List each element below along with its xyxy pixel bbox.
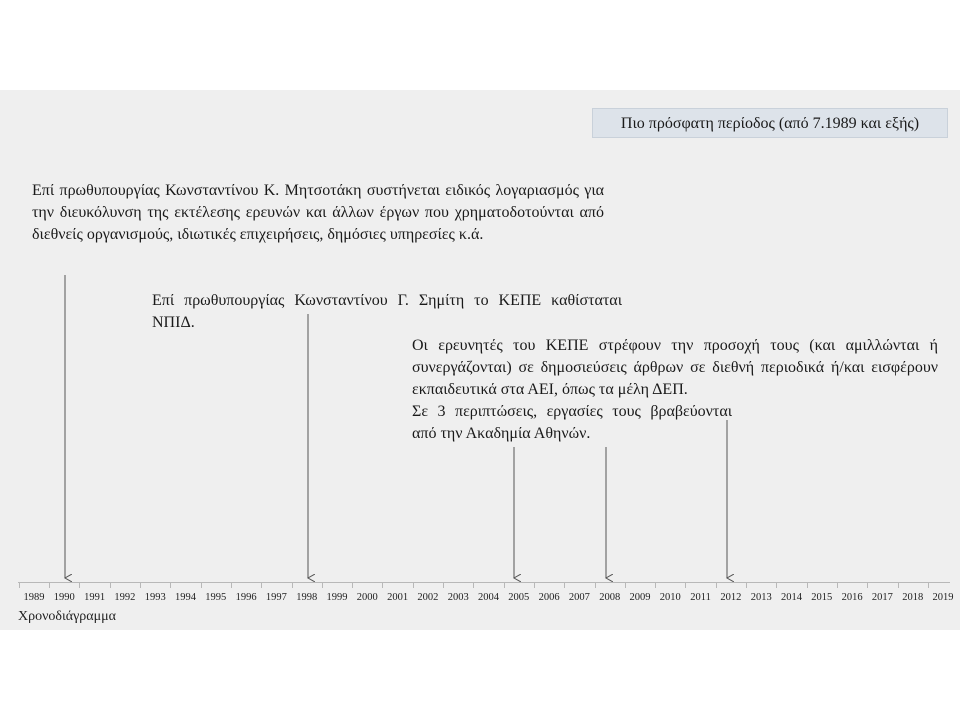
year-label-2010: 2010	[659, 592, 681, 603]
year-label-2009: 2009	[629, 592, 651, 603]
year-label-1997: 1997	[265, 592, 287, 603]
timeline-axis	[18, 582, 950, 583]
year-tick-2013	[746, 582, 747, 588]
year-label-2003: 2003	[447, 592, 469, 603]
year-label-2001: 2001	[387, 592, 409, 603]
year-tick-1990	[49, 582, 50, 588]
year-tick-2002	[413, 582, 414, 588]
year-label-1998: 1998	[296, 592, 318, 603]
event-note-academy-awards: Σε 3 περιπτώσεις, εργασίες τους βραβεύονται από την Ακαδημία Αθηνών.	[412, 403, 732, 442]
event-note-research-focus: Οι ερευνητές του ΚΕΠΕ στρέφουν την προσοχή τους (και αμιλλώνται ή συνεργάζονται) σε δημοσιεύσεις άρθρων σε διεθνή περιοδικά ή/και εισφέρουν εκπαιδευτικά στα ΑΕΙ, όπως τα μέλη ΔΕΠ.	[412, 337, 938, 398]
event-note-1998: Επί πρωθυπουργίας Κωνσταντίνου Γ. Σημίτη το ΚΕΠΕ καθίσταται ΝΠΙΔ.	[152, 292, 622, 331]
year-label-1993: 1993	[144, 592, 166, 603]
period-label: Πιο πρόσφατη περίοδος (από 7.1989 και εξής)	[592, 108, 948, 138]
year-label-2008: 2008	[599, 592, 621, 603]
year-tick-2010	[655, 582, 656, 588]
year-tick-1999	[322, 582, 323, 588]
year-label-1995: 1995	[205, 592, 227, 603]
year-tick-2004	[473, 582, 474, 588]
year-label-1994: 1994	[175, 592, 196, 603]
year-label-2012: 2012	[720, 592, 742, 603]
year-tick-2014	[776, 582, 777, 588]
year-label-2015: 2015	[811, 592, 833, 603]
year-label-2013: 2013	[750, 592, 772, 603]
year-label-1996: 1996	[235, 592, 257, 603]
year-tick-2008	[595, 582, 596, 588]
year-tick-1995	[201, 582, 202, 588]
year-label-2018: 2018	[902, 592, 924, 603]
year-tick-1991	[79, 582, 80, 588]
year-label-2000: 2000	[356, 592, 378, 603]
timeline-title: Χρονοδιάγραμμα	[18, 609, 116, 624]
event-note-1990: Επί πρωθυπουργίας Κωνσταντίνου Κ. Μητσοτάκη συστήνεται ειδικός λογαριασμός για την διευκόλυνση της εκτέλεσης ερευνών και άλλων έργων που χρηματοδοτούνται από διεθνείς οργανισμούς, ιδιωτικές επιχειρήσεις, δημόσιες υπηρεσίες κ.ά.	[32, 182, 604, 243]
year-tick-1993	[140, 582, 141, 588]
year-label-1990: 1990	[53, 592, 75, 603]
year-label-1992: 1992	[114, 592, 136, 603]
year-tick-2016	[837, 582, 838, 588]
year-label-2007: 2007	[568, 592, 590, 603]
year-tick-1989	[19, 582, 20, 588]
year-label-2019: 2019	[932, 592, 954, 603]
year-tick-2007	[564, 582, 565, 588]
year-tick-2006	[534, 582, 535, 588]
year-label-2002: 2002	[417, 592, 439, 603]
year-tick-1997	[261, 582, 262, 588]
year-tick-2005	[504, 582, 505, 588]
year-tick-2003	[443, 582, 444, 588]
year-tick-2015	[807, 582, 808, 588]
year-label-2014: 2014	[781, 592, 802, 603]
year-tick-1998	[292, 582, 293, 588]
year-tick-1992	[110, 582, 111, 588]
year-label-2005: 2005	[508, 592, 530, 603]
year-label-1991: 1991	[84, 592, 106, 603]
year-tick-2012	[716, 582, 717, 588]
year-tick-2009	[625, 582, 626, 588]
year-label-1989: 1989	[23, 592, 45, 603]
year-tick-2001	[382, 582, 383, 588]
year-tick-1996	[231, 582, 232, 588]
year-tick-2018	[898, 582, 899, 588]
year-label-1999: 1999	[326, 592, 348, 603]
year-tick-2019	[928, 582, 929, 588]
year-tick-2017	[867, 582, 868, 588]
year-label-2017: 2017	[871, 592, 893, 603]
year-tick-1994	[170, 582, 171, 588]
year-tick-2000	[352, 582, 353, 588]
year-label-2016: 2016	[841, 592, 863, 603]
year-label-2011: 2011	[690, 592, 711, 603]
year-label-2004: 2004	[478, 592, 499, 603]
year-label-2006: 2006	[538, 592, 560, 603]
event-note-2005-2008-2012	[412, 335, 938, 445]
year-tick-2011	[685, 582, 686, 588]
